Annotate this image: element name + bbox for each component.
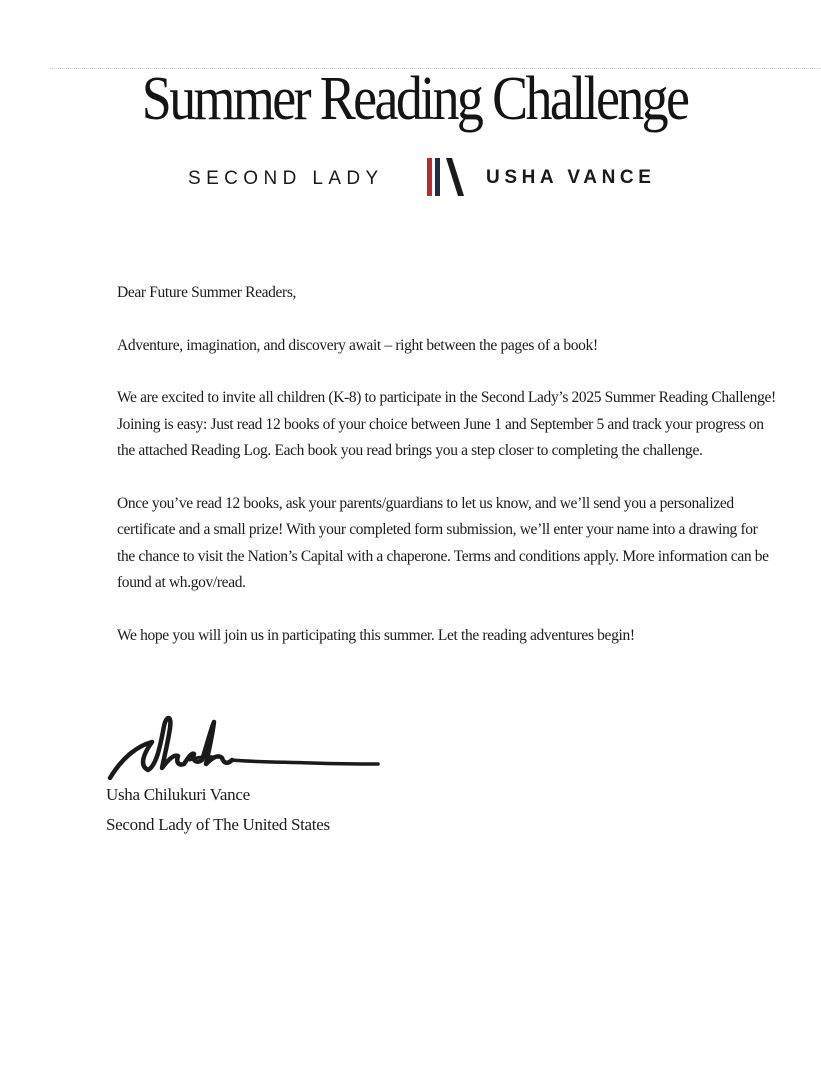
handwritten-signature bbox=[102, 708, 392, 788]
letter-paragraph-2: We are excited to invite all children (K-8) to participate in the Second Lady’s 2025 Summer Reading Challenge! Joining is easy: Just read 12 books of your choice between June 1 and September 5 and track your progress on the attached Reading Log. Each book you read brings you a step closer to completing the challenge. bbox=[117, 389, 776, 459]
flag-emblem-icon bbox=[425, 156, 473, 198]
letter-paragraph-1: Adventure, imagination, and discovery await – right between the pages of a book! bbox=[117, 336, 598, 354]
signatory-name: Usha Chilukuri Vance bbox=[106, 785, 250, 804]
emblem-red-bar bbox=[427, 158, 432, 196]
subtitle-second-lady: SECOND LADY bbox=[188, 168, 384, 189]
letter-paragraph-3: Once you’ve read 12 books, ask your parents/guardians to let us know, and we’ll send you a personalized certificate and a small prize! With your completed form submission, we’ll enter your name into a drawing for the chance to visit the Nation’s Capital with a chaperone. Terms and conditions apply. More information can be found at wh.gov/read. bbox=[117, 494, 769, 591]
letter-salutation: Dear Future Summer Readers, bbox=[117, 284, 297, 301]
subtitle-usha-vance: USHA VANCE bbox=[486, 167, 656, 188]
emblem-navy-bar bbox=[435, 158, 440, 196]
letter-paragraph-4: We hope you will join us in participating this summer. Let the reading adventures begin! bbox=[117, 626, 635, 644]
emblem-slash bbox=[446, 158, 464, 196]
signatory-title: Second Lady of The United States bbox=[106, 815, 330, 834]
subheader bbox=[0, 156, 821, 202]
letter-body bbox=[117, 280, 777, 675]
page-title: Summer Reading Challenge bbox=[141, 65, 688, 133]
